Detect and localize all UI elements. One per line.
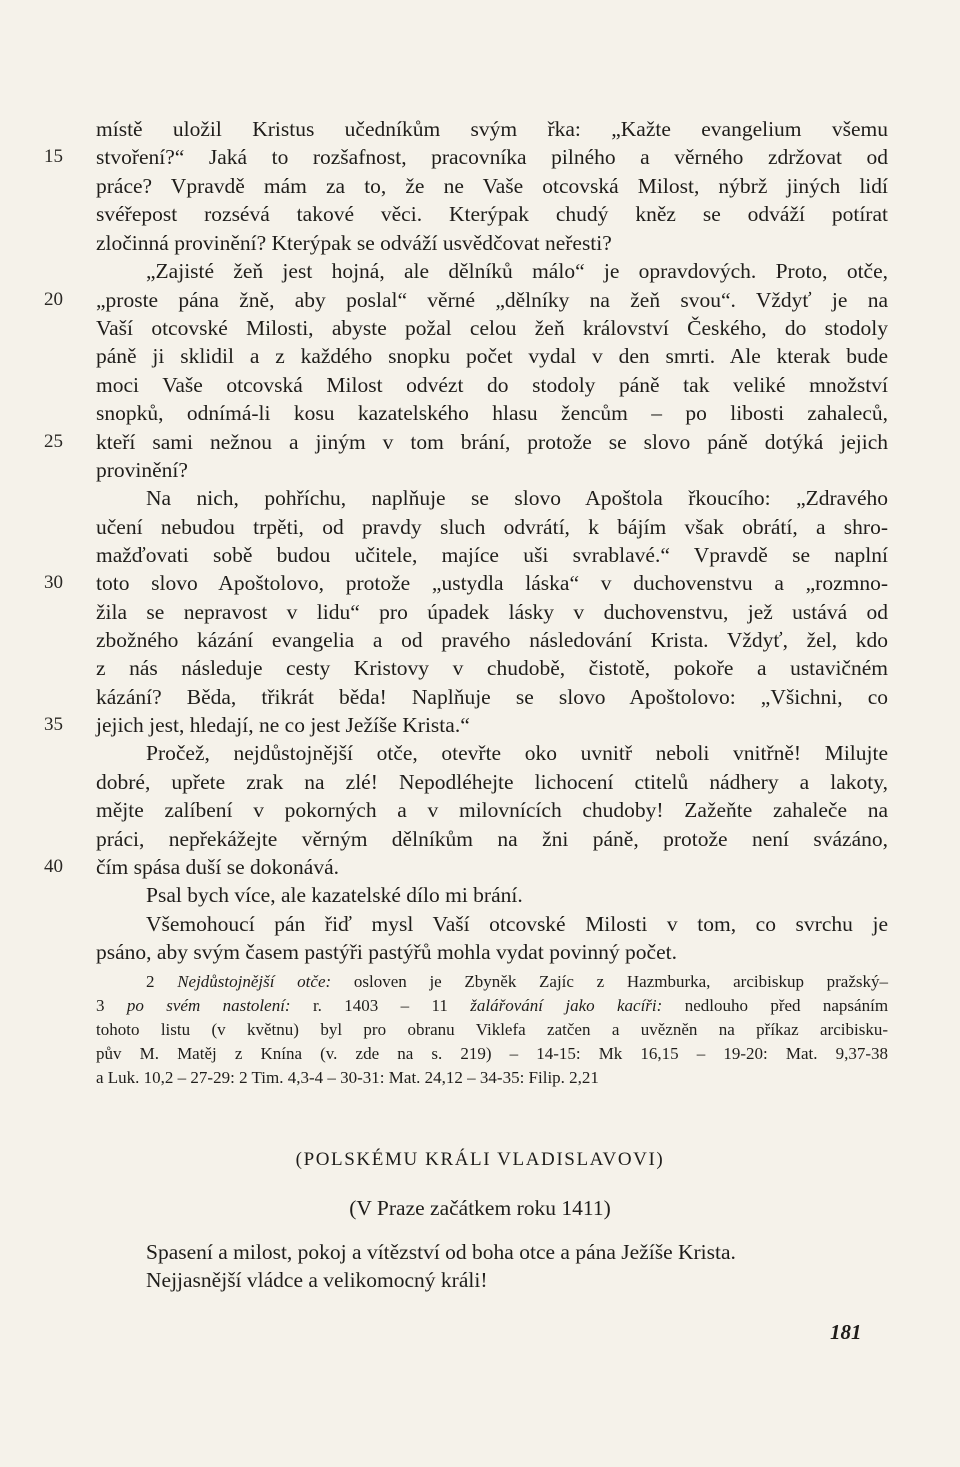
footnote-line: pův M. Matěj z Knína (v. zde na s. 219) – 14-15: Mk 16,15 – 19-20: Mat. 9,37-38 (96, 1044, 888, 1063)
body-line: Psal bych více, ale kazatelské dílo mi brání. (146, 883, 523, 907)
footnote-ref: 2 (146, 972, 155, 991)
body-line: páně ji sklidil a z každého snopku počet vydal v den smrti. Ale kterak bude (96, 344, 888, 368)
footnote-line (146, 970, 888, 994)
footnote-line (96, 994, 888, 1018)
body-line: místě uložil Kristus učedníkům svým řka: „Kažte evangelium všemu (96, 117, 888, 141)
footnote-text: osloven je Zbyněk Zajíc z Hazmburka, arcibiskup pražský– (353, 972, 889, 991)
line-number: 30 (44, 572, 63, 593)
body-line: provinění? (96, 458, 188, 482)
body-line: „Zajisté žeň jest hojná, ale dělníků málo“ je opravdových. Proto, otče, (146, 259, 888, 283)
body-line: zbožného kázání evangelia a od pravého následování Krista. Vždyť, žel, kdo (96, 628, 888, 652)
letter-line: Nejjasnější vládce a velikomocný králi! (146, 1268, 488, 1292)
body-line: moci Vaše otcovská Milost odvézt do stodoly páně tak veliké množství (96, 373, 888, 397)
body-line: stvoření?“ Jaká to rozšafnost, pracovníka pilného a věrného zdržovat od (96, 145, 888, 169)
body-line: toto slovo Apoštolovo, protože „ustydla láska“ v duchovenstvu a „rozmno- (96, 571, 888, 595)
body-line: Pročež, nejdůstojnější otče, otevřte oko uvnitř neboli vnitřně! Milujte (146, 741, 888, 765)
body-line: žila se nepravost v lidu“ pro úpadek lásky v duchovenstvu, jež ustává od (96, 600, 888, 624)
footnote-text: r. 1403 – 11 (312, 996, 448, 1015)
footnote-term: po svém nastolení: (126, 996, 291, 1015)
body-line: učení nebudou trpěti, od pravdy sluch odvrátí, k bájím však obrátí, a shro- (96, 515, 888, 539)
body-line: mažďovati sobě budou učitele, majíce uši svrablavé.“ Vpravdě se naplní (96, 543, 888, 567)
body-line: práce? Vpravdě mám za to, že ne Vaše otcovská Milost, nýbrž jiných lidí (96, 174, 888, 198)
line-number: 35 (44, 714, 63, 735)
body-line: kteří sami nežnou a jiným v tom brání, protože se slovo páně dotýká jejich (96, 430, 888, 454)
letter-heading: (POLSKÉMU KRÁLI VLADISLAVOVI) (295, 1149, 665, 1170)
body-line: z nás následuje cesty Kristovy v chudobě, čistotě, pokoře a ustavičném (96, 656, 888, 680)
line-number: 15 (44, 146, 63, 167)
body-line: „proste pána žně, aby poslal“ věrné „dělníky na žeň svou“. Vždyť je na (96, 288, 888, 312)
line-number: 40 (44, 856, 63, 877)
body-line: zločinná provinění? Kterýpak se odváží usvědčovat neřesti? (96, 231, 612, 255)
page-number: 181 (830, 1320, 862, 1344)
footnote-term: Nejdůstojnější otče: (177, 972, 332, 991)
body-line: Všemohoucí pán řiď mysl Vaší otcovské Milosti v tom, co svrchu je (146, 912, 888, 936)
body-line: Vaší otcovské Milosti, abyste požal celou žeň království Českého, do stodoly (96, 316, 888, 340)
footnote-ref: 3 (96, 996, 105, 1015)
footnote-text: nedlouho před napsáním (684, 996, 889, 1015)
body-line: jejich jest, hledají, ne co jest Ježíše Krista.“ (96, 713, 470, 737)
line-number: 20 (44, 289, 63, 310)
body-line: práci, nepřekážejte věrným dělníkům na žni páně, protože není svázáno, (96, 827, 888, 851)
letter-line: Spasení a milost, pokoj a vítězství od boha otce a pána Ježíše Krista. (146, 1240, 736, 1264)
footnote-term: žalářování jako kacíři: (470, 996, 663, 1015)
body-line: kázání? Běda, třikrát běda! Naplňuje se slovo Apoštolovo: „Všichni, co (96, 685, 888, 709)
line-number: 25 (44, 431, 63, 452)
footnote-line: tohoto listu (v květnu) byl pro obranu Viklefa zatčen a uvězněn na příkaz arcibisku- (96, 1020, 888, 1039)
body-line: psáno, aby svým časem pastýři pastýřů mohla vydat povinný počet. (96, 940, 677, 964)
body-line: svéřepost rozsévá takové věci. Kterýpak chudý kněz se odváží potírat (96, 202, 888, 226)
letter-date: (V Praze začátkem roku 1411) (349, 1196, 611, 1220)
body-line: dobré, upřete zrak na zlé! Nepodléhejte lichocení ctitelů nádhery a lakoty, (96, 770, 888, 794)
body-line: mějte zalíbení v pokorných a v milovnících chudoby! Zažeňte zahaleče na (96, 798, 888, 822)
body-line: snopků, odnímá-li kosu kazatelského hlasu žencům – po libosti zahaleců, (96, 401, 888, 425)
footnote-line: a Luk. 10,2 – 27-29: 2 Tim. 4,3-4 – 30-31: Mat. 24,12 – 34-35: Filip. 2,21 (96, 1068, 599, 1087)
body-line: Na nich, pohříchu, naplňuje se slovo Apoštola řkoucího: „Zdravého (146, 486, 888, 510)
body-line: čím spása duší se dokonává. (96, 855, 340, 879)
